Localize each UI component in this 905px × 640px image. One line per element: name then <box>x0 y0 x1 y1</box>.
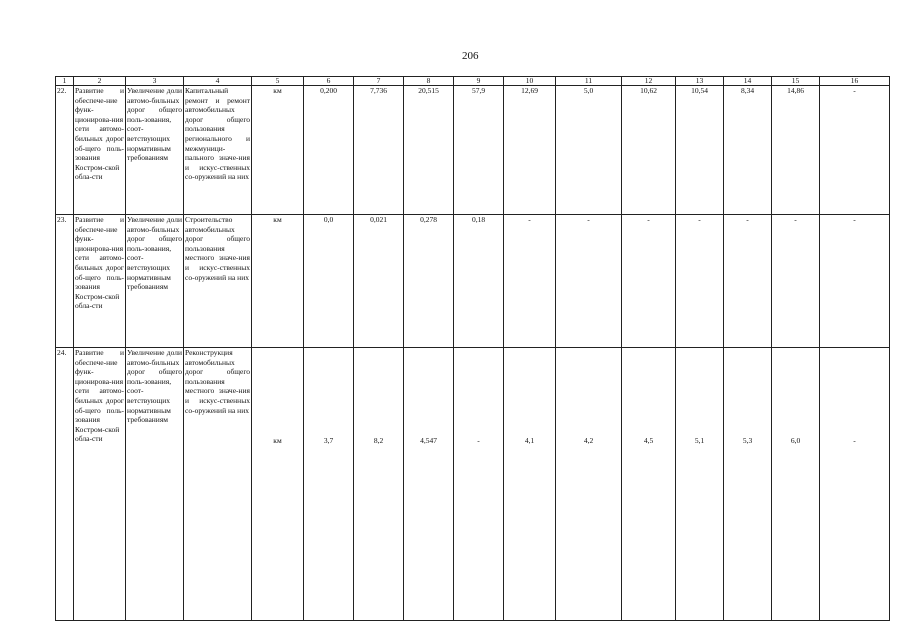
value-cell: 5,0 <box>556 86 622 215</box>
value-cell: 5,3 <box>724 348 772 621</box>
value-cell: - <box>820 215 890 348</box>
value-cell: 0,021 <box>354 215 404 348</box>
header-cell: 13 <box>676 77 724 86</box>
page-number: 206 <box>462 50 479 62</box>
unit-cell: км <box>252 86 304 215</box>
header-cell: 8 <box>404 77 454 86</box>
data-table <box>55 76 890 621</box>
value-cell: 20,515 <box>404 86 454 215</box>
goal-cell: Развитие и обеспече-ние функ-ционирова-ния сети автомо-бильных дорог об-щего поль-зования Костром-ской обла-сти <box>74 86 126 215</box>
value-cell: 0,18 <box>454 215 504 348</box>
value-cell: 8,2 <box>354 348 404 621</box>
header-cell: 7 <box>354 77 404 86</box>
unit-cell: км <box>252 215 304 348</box>
value-cell: - <box>724 215 772 348</box>
value-cell: 6,0 <box>772 348 820 621</box>
value-cell: - <box>556 215 622 348</box>
task-cell: Увеличение доли автомо-бильных дорог общего поль-зования, соот-ветствующих нормативным требованиям <box>126 86 184 215</box>
value-cell: 14,86 <box>772 86 820 215</box>
value-cell: - <box>504 215 556 348</box>
value-cell: - <box>622 215 676 348</box>
header-cell: 4 <box>184 77 252 86</box>
header-cell: 14 <box>724 77 772 86</box>
task-cell: Увеличение доли автомо-бильных дорог общего поль-зования, соот-ветствующих нормативным требованиям <box>126 348 184 621</box>
value-cell: - <box>676 215 724 348</box>
value-cell: 8,34 <box>724 86 772 215</box>
value-cell: - <box>820 86 890 215</box>
value-cell: 4,5 <box>622 348 676 621</box>
value-cell: 10,54 <box>676 86 724 215</box>
goal-cell: Развитие и обеспече-ние функ-ционирова-ния сети автомо-бильных дорог об-щего поль-зования Костром-ской обла-сти <box>74 348 126 621</box>
table-row <box>56 348 890 621</box>
activity-cell: Реконструкция автомобильных дорог общего пользования местного значе-ния и искус-ственных со-оружений на них <box>184 348 252 621</box>
value-cell: 0,0 <box>304 215 354 348</box>
header-cell: 10 <box>504 77 556 86</box>
header-cell: 11 <box>556 77 622 86</box>
value-cell: 7,736 <box>354 86 404 215</box>
activity-cell: Строительство автомобильных дорог общего пользования местного значе-ния и искус-ственных со-оружений на них <box>184 215 252 348</box>
table-row <box>56 215 890 348</box>
header-cell: 16 <box>820 77 890 86</box>
value-cell: 4,1 <box>504 348 556 621</box>
goal-cell: Развитие и обеспече-ние функ-ционирова-ния сети автомо-бильных дорог об-щего поль-зования Костром-ской обла-сти <box>74 215 126 348</box>
value-cell: 12,69 <box>504 86 556 215</box>
value-cell: - <box>454 348 504 621</box>
row-index: 22. <box>56 86 74 215</box>
task-cell: Увеличение доли автомо-бильных дорог общего поль-зования, соот-ветствующих нормативным требованиям <box>126 215 184 348</box>
value-cell: 0,278 <box>404 215 454 348</box>
value-cell: 4,2 <box>556 348 622 621</box>
row-index: 24. <box>56 348 74 621</box>
value-cell: 10,62 <box>622 86 676 215</box>
value-cell: - <box>772 215 820 348</box>
table-row <box>56 86 890 215</box>
header-cell: 9 <box>454 77 504 86</box>
header-cell: 12 <box>622 77 676 86</box>
header-row <box>56 77 890 86</box>
value-cell: 0,200 <box>304 86 354 215</box>
activity-cell: Капитальный ремонт и ремонт автомобильных дорог общего пользования регионального и межмуници-пального значе-ния и искус-ственных со-оружений на них <box>184 86 252 215</box>
header-cell: 3 <box>126 77 184 86</box>
header-cell: 6 <box>304 77 354 86</box>
header-cell: 15 <box>772 77 820 86</box>
value-cell: 5,1 <box>676 348 724 621</box>
value-cell: - <box>820 348 890 621</box>
row-index: 23. <box>56 215 74 348</box>
value-cell: 4,547 <box>404 348 454 621</box>
header-cell: 1 <box>56 77 74 86</box>
header-cell: 5 <box>252 77 304 86</box>
header-cell: 2 <box>74 77 126 86</box>
unit-cell: км <box>252 348 304 621</box>
value-cell: 3,7 <box>304 348 354 621</box>
value-cell: 57,9 <box>454 86 504 215</box>
